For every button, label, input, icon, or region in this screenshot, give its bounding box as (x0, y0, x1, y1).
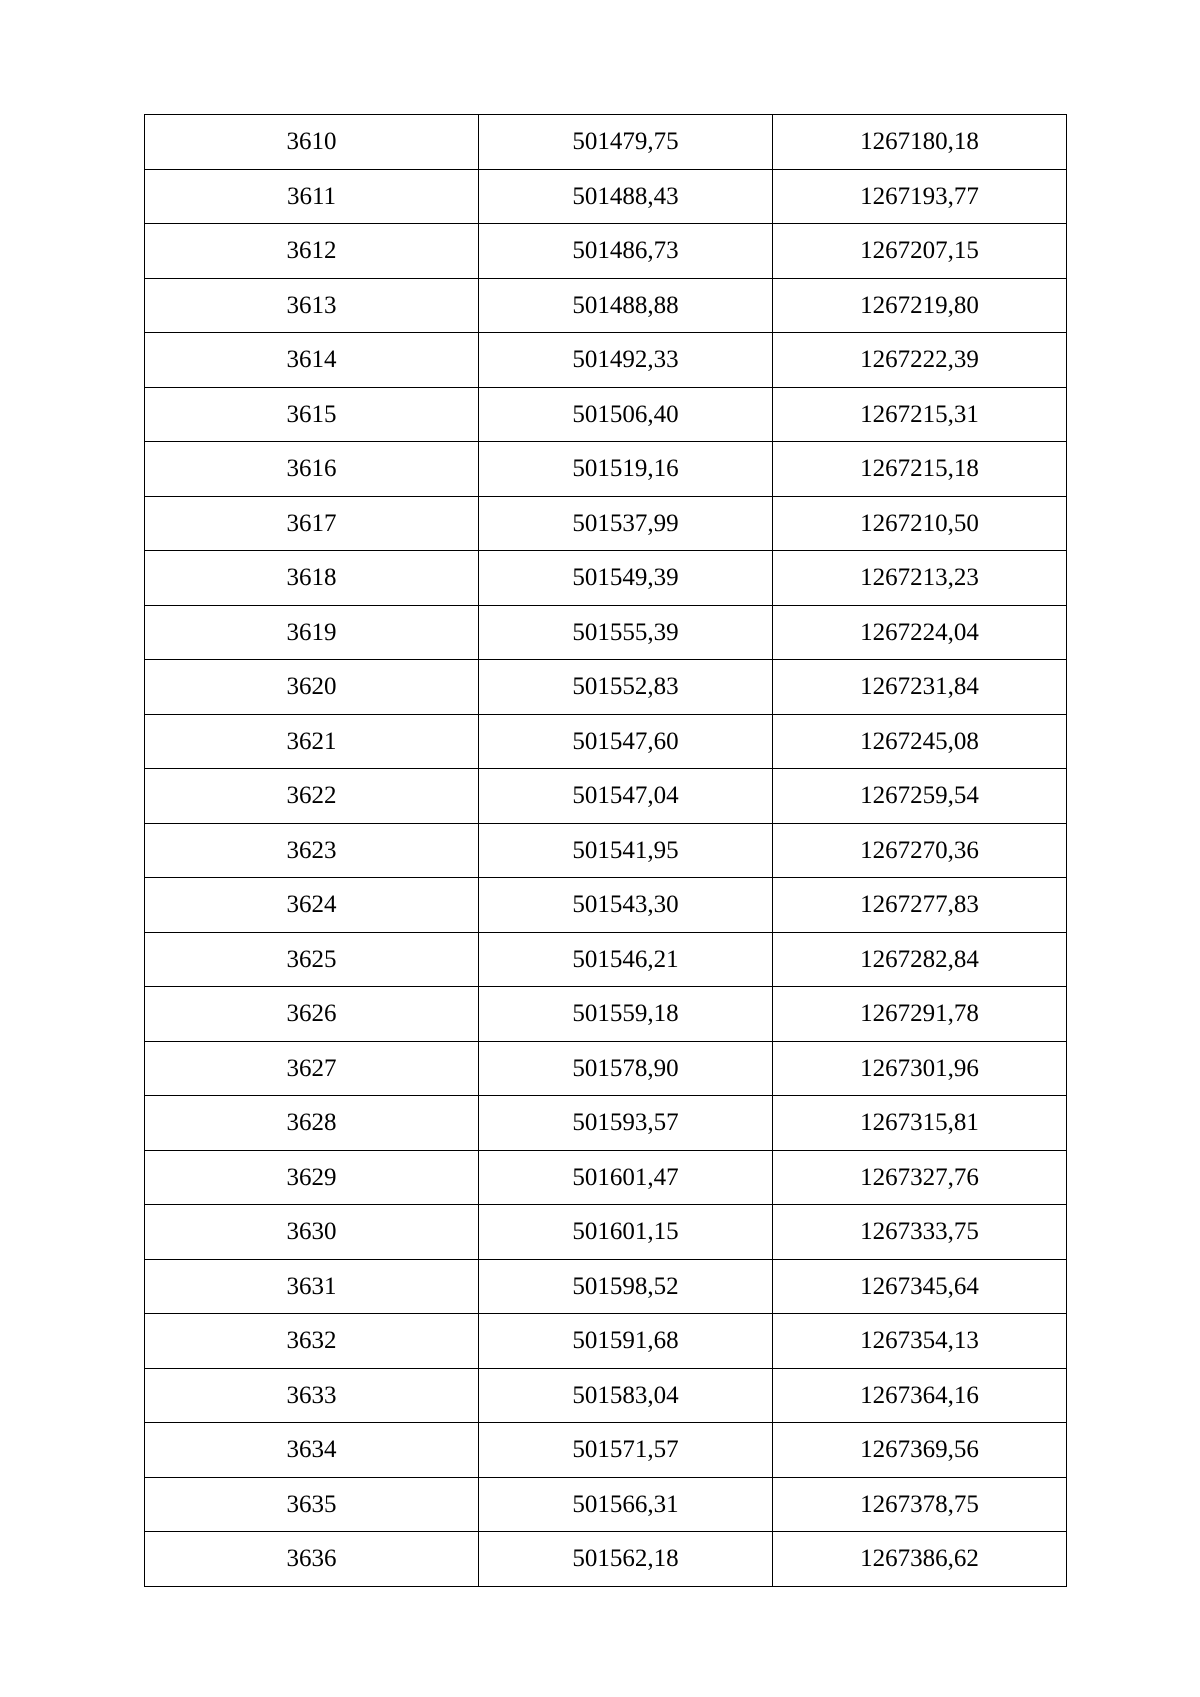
y-coordinate-cell: 1267291,78 (773, 987, 1067, 1042)
table-row (145, 115, 1067, 170)
y-coordinate-cell: 1267245,08 (773, 714, 1067, 769)
x-coordinate-cell: 501601,15 (479, 1205, 773, 1260)
x-coordinate-cell: 501591,68 (479, 1314, 773, 1369)
x-coordinate-cell: 501506,40 (479, 387, 773, 442)
point-number-cell: 3619 (145, 605, 479, 660)
point-number-cell: 3620 (145, 660, 479, 715)
x-coordinate-cell: 501486,73 (479, 224, 773, 279)
table-row (145, 987, 1067, 1042)
table-row (145, 169, 1067, 224)
table-row (145, 496, 1067, 551)
y-coordinate-cell: 1267259,54 (773, 769, 1067, 824)
x-coordinate-cell: 501488,88 (479, 278, 773, 333)
y-coordinate-cell: 1267219,80 (773, 278, 1067, 333)
table-row (145, 387, 1067, 442)
x-coordinate-cell: 501492,33 (479, 333, 773, 388)
x-coordinate-cell: 501598,52 (479, 1259, 773, 1314)
table-row (145, 1423, 1067, 1478)
y-coordinate-cell: 1267315,81 (773, 1096, 1067, 1151)
point-number-cell: 3626 (145, 987, 479, 1042)
table-row (145, 878, 1067, 933)
x-coordinate-cell: 501571,57 (479, 1423, 773, 1478)
y-coordinate-cell: 1267207,15 (773, 224, 1067, 279)
x-coordinate-cell: 501546,21 (479, 932, 773, 987)
x-coordinate-cell: 501601,47 (479, 1150, 773, 1205)
x-coordinate-cell: 501541,95 (479, 823, 773, 878)
point-number-cell: 3631 (145, 1259, 479, 1314)
y-coordinate-cell: 1267210,50 (773, 496, 1067, 551)
table-row (145, 714, 1067, 769)
x-coordinate-cell: 501562,18 (479, 1532, 773, 1587)
table-row (145, 769, 1067, 824)
y-coordinate-cell: 1267354,13 (773, 1314, 1067, 1369)
point-number-cell: 3630 (145, 1205, 479, 1260)
y-coordinate-cell: 1267180,18 (773, 115, 1067, 170)
point-number-cell: 3615 (145, 387, 479, 442)
x-coordinate-cell: 501519,16 (479, 442, 773, 497)
point-number-cell: 3635 (145, 1477, 479, 1532)
point-number-cell: 3633 (145, 1368, 479, 1423)
y-coordinate-cell: 1267215,31 (773, 387, 1067, 442)
y-coordinate-cell: 1267378,75 (773, 1477, 1067, 1532)
table-row (145, 1368, 1067, 1423)
y-coordinate-cell: 1267333,75 (773, 1205, 1067, 1260)
table-row (145, 823, 1067, 878)
point-number-cell: 3627 (145, 1041, 479, 1096)
x-coordinate-cell: 501552,83 (479, 660, 773, 715)
table-row (145, 1259, 1067, 1314)
table-row (145, 932, 1067, 987)
table-row (145, 1477, 1067, 1532)
point-number-cell: 3618 (145, 551, 479, 606)
table-row (145, 1041, 1067, 1096)
point-number-cell: 3616 (145, 442, 479, 497)
point-number-cell: 3611 (145, 169, 479, 224)
x-coordinate-cell: 501549,39 (479, 551, 773, 606)
y-coordinate-cell: 1267386,62 (773, 1532, 1067, 1587)
point-number-cell: 3613 (145, 278, 479, 333)
point-number-cell: 3610 (145, 115, 479, 170)
point-number-cell: 3625 (145, 932, 479, 987)
point-number-cell: 3632 (145, 1314, 479, 1369)
table-row (145, 224, 1067, 279)
table-row (145, 660, 1067, 715)
x-coordinate-cell: 501578,90 (479, 1041, 773, 1096)
table-row (145, 1096, 1067, 1151)
point-number-cell: 3634 (145, 1423, 479, 1478)
point-number-cell: 3621 (145, 714, 479, 769)
y-coordinate-cell: 1267224,04 (773, 605, 1067, 660)
y-coordinate-cell: 1267215,18 (773, 442, 1067, 497)
point-number-cell: 3624 (145, 878, 479, 933)
y-coordinate-cell: 1267213,23 (773, 551, 1067, 606)
y-coordinate-cell: 1267193,77 (773, 169, 1067, 224)
point-number-cell: 3617 (145, 496, 479, 551)
y-coordinate-cell: 1267270,36 (773, 823, 1067, 878)
point-number-cell: 3629 (145, 1150, 479, 1205)
table-row (145, 278, 1067, 333)
y-coordinate-cell: 1267345,64 (773, 1259, 1067, 1314)
y-coordinate-cell: 1267231,84 (773, 660, 1067, 715)
point-number-cell: 3614 (145, 333, 479, 388)
table-row (145, 605, 1067, 660)
y-coordinate-cell: 1267277,83 (773, 878, 1067, 933)
y-coordinate-cell: 1267327,76 (773, 1150, 1067, 1205)
y-coordinate-cell: 1267282,84 (773, 932, 1067, 987)
x-coordinate-cell: 501543,30 (479, 878, 773, 933)
x-coordinate-cell: 501537,99 (479, 496, 773, 551)
x-coordinate-cell: 501555,39 (479, 605, 773, 660)
point-number-cell: 3612 (145, 224, 479, 279)
table-row (145, 1150, 1067, 1205)
table-row (145, 551, 1067, 606)
y-coordinate-cell: 1267364,16 (773, 1368, 1067, 1423)
table-row (145, 1314, 1067, 1369)
coordinates-table-body (145, 115, 1067, 1587)
x-coordinate-cell: 501488,43 (479, 169, 773, 224)
point-number-cell: 3628 (145, 1096, 479, 1151)
table-row (145, 442, 1067, 497)
x-coordinate-cell: 501547,04 (479, 769, 773, 824)
x-coordinate-cell: 501583,04 (479, 1368, 773, 1423)
x-coordinate-cell: 501593,57 (479, 1096, 773, 1151)
point-number-cell: 3636 (145, 1532, 479, 1587)
x-coordinate-cell: 501479,75 (479, 115, 773, 170)
table-row (145, 1205, 1067, 1260)
table-row (145, 333, 1067, 388)
y-coordinate-cell: 1267369,56 (773, 1423, 1067, 1478)
y-coordinate-cell: 1267222,39 (773, 333, 1067, 388)
x-coordinate-cell: 501547,60 (479, 714, 773, 769)
x-coordinate-cell: 501566,31 (479, 1477, 773, 1532)
x-coordinate-cell: 501559,18 (479, 987, 773, 1042)
point-number-cell: 3622 (145, 769, 479, 824)
coordinates-table (144, 114, 1067, 1587)
point-number-cell: 3623 (145, 823, 479, 878)
y-coordinate-cell: 1267301,96 (773, 1041, 1067, 1096)
table-row (145, 1532, 1067, 1587)
